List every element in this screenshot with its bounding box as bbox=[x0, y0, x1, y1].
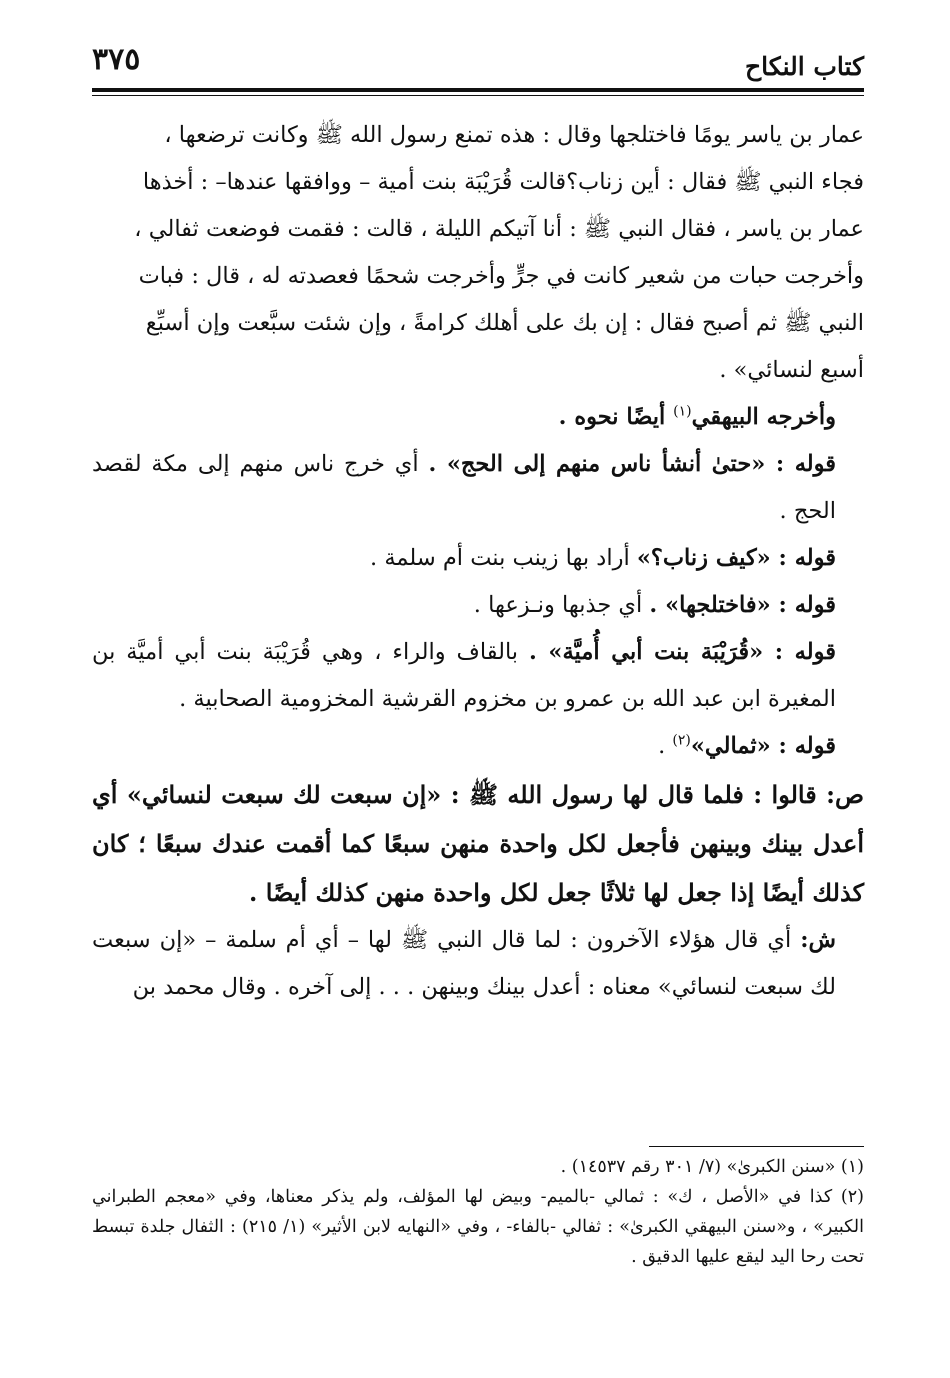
footnote-rule bbox=[649, 1146, 864, 1147]
commentary-paragraph bbox=[92, 535, 864, 582]
commentary-label: قوله : «حتىٰ أنشأ ناس منهم إلى الحج» . bbox=[428, 451, 837, 477]
footnote-2: (٢) كذا في «الأصل ، ك» : ثمالي -بالميم- وبيض لها المؤلف، ولم يذكر معناها، وفي «معجم الطبراني الكبير» ، و«سنن البيهقي الكبرىٰ» : ثفالي -بالفاء- ، وفي «النهايه لابن الأثير» (١/ ٢١٥) : الثفال جلدة تبسط تحت رحا اليد ليقع عليها الدقيق . bbox=[92, 1187, 864, 1267]
main-text bbox=[92, 112, 864, 1011]
sad-paragraph: ص: قالوا : فلما قال لها رسول الله ﷺ : «إن سبعت لك سبعت لنسائي» أي أعدل بينك وبينهن فأجعل لكل واحدة منهن سبعًا كما أقمت عندك سبعًا ؛ كان كذلك أيضًا إذا جعل لها ثلاثًا جعل لكل واحدة منهن كذلك أيضًا . bbox=[92, 780, 864, 907]
commentary-label: قوله : «ثمالي» bbox=[690, 733, 836, 759]
page-number: ٣٧٥ bbox=[92, 42, 141, 77]
shin-label: ش: bbox=[800, 927, 836, 953]
commentary-text: بالقاف والراء ، وهي قُرَيْبَة بنت أبي أميَّة بن المغيرة ابن عبد الله بن عمرو بن مخزوم القرشية المخزومية الصحابية . bbox=[92, 639, 836, 712]
commentary-paragraph bbox=[92, 723, 864, 770]
bayhaqi-text-a: وأخرجه البيهقي bbox=[691, 404, 836, 430]
commentary-text: . bbox=[658, 733, 673, 759]
footnote-1: (١) «سنن الكبرىٰ» (٧/ ٣٠١ رقم ١٤٥٣٧) . bbox=[560, 1157, 864, 1177]
text-line: عمار بن ياسر ، فقال النبي ﷺ : أنا آتيكم الليلة ، قالت : فقمت فوضعت ثفالي ، bbox=[134, 216, 864, 242]
page-header bbox=[92, 38, 864, 84]
header-rule-thin bbox=[92, 95, 864, 96]
commentary-paragraph bbox=[92, 582, 864, 629]
commentary-text: أراد بها زينب بنت أم سلمة . bbox=[370, 545, 637, 571]
bayhaqi-text-b: أيضًا نحوه . bbox=[558, 404, 674, 430]
bayhaqi-paragraph bbox=[92, 394, 864, 441]
running-title: كتاب النكاح bbox=[745, 52, 864, 81]
commentary-text: أي جذبها ونـزعها . bbox=[473, 592, 650, 618]
footnote-ref-1: (١) bbox=[673, 403, 692, 420]
commentary-paragraph bbox=[92, 441, 864, 535]
shin-paragraph bbox=[92, 917, 864, 1011]
text-line: فجاء النبي ﷺ فقال : أين زناب؟قالت قُرَيْبَة بنت أمية – ووافقها عندها– : أخذها bbox=[142, 169, 864, 195]
text-line: أسبع لنسائي» . bbox=[719, 357, 864, 383]
commentary-paragraph bbox=[92, 629, 864, 723]
commentary-text: أي خرج ناس منهم إلى مكة لقصد الحج . bbox=[92, 451, 836, 524]
text-line: النبي ﷺ ثم أصبح فقال : إن بك على أهلك كرامةً ، وإن شئت سبَّعت وإن أسبِّع bbox=[145, 310, 864, 336]
commentary-label: قوله : «قُرَيْبَة بنت أبي أُميَّة» . bbox=[528, 639, 836, 665]
header-rule-thick bbox=[92, 88, 864, 92]
footnote-ref-2: (٢) bbox=[672, 732, 691, 749]
commentary-label: قوله : «فاختلجها» . bbox=[649, 592, 836, 618]
text-line: عمار بن ياسر يومًا فاختلجها وقال : هذه تمنع رسول الله ﷺ وكانت ترضعها ، bbox=[164, 122, 864, 148]
text-line: وأخرجت حبات من شعير كانت في جرٍّ وأخرجت شحمًا فعصدته له ، قال : فبات bbox=[138, 263, 864, 289]
shin-text: أي قال هؤلاء الآخرون : لما قال النبي ﷺ لها – أي أم سلمة – «إن سبعت لك سبعت لنسائي» معناه : أعدل بينك وبينهن . . . إلى آخره . وقال محمد بن bbox=[92, 927, 836, 1000]
footnotes bbox=[92, 1152, 864, 1272]
commentary-label: قوله : «كيف زناب؟» bbox=[636, 545, 836, 571]
